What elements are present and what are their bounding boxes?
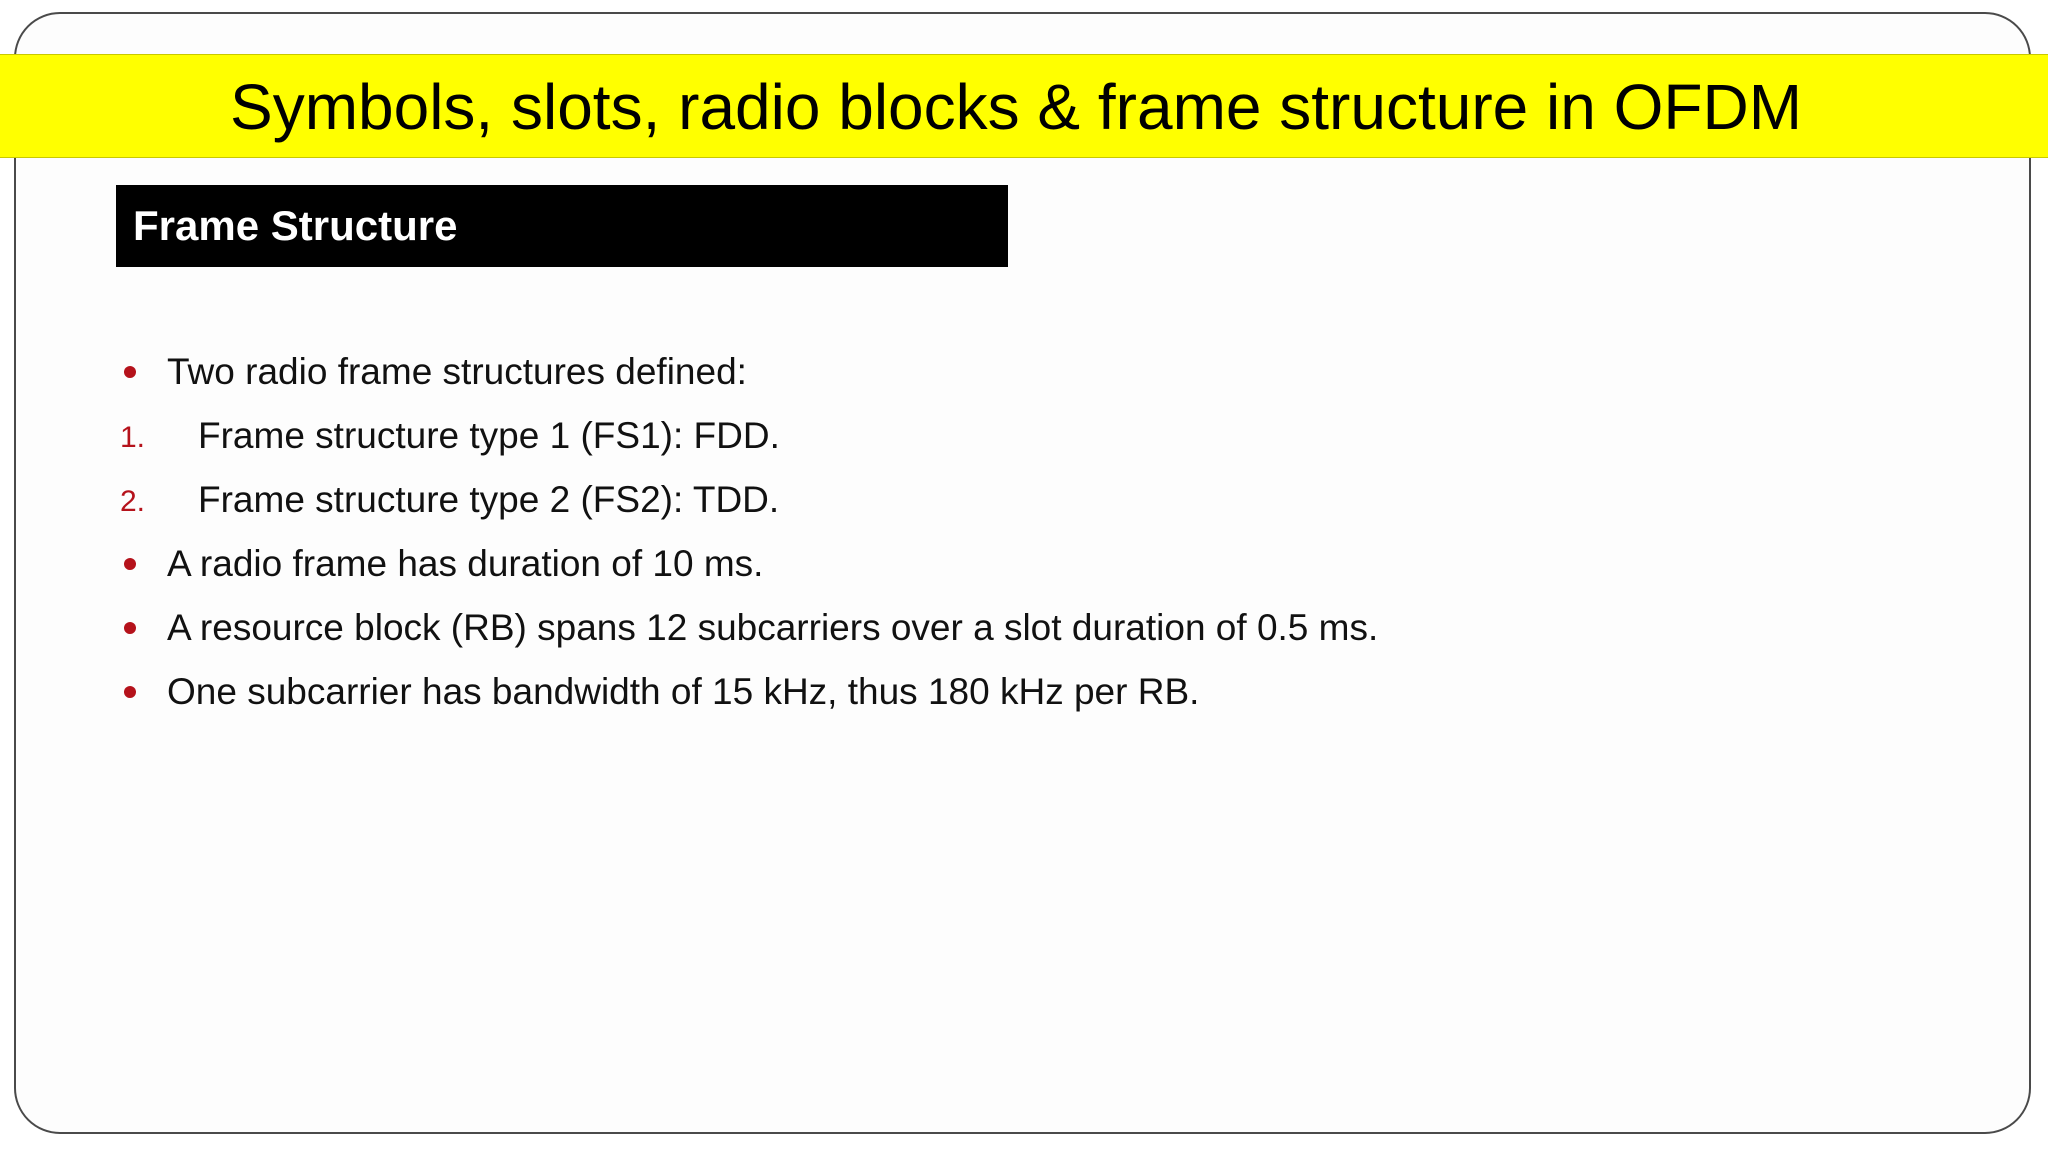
list-number: 1. xyxy=(120,421,146,454)
list-item-text: Frame structure type 2 (FS2): TDD. xyxy=(198,479,780,520)
list-item-text: A radio frame has duration of 10 ms. xyxy=(167,543,764,584)
bullet-icon xyxy=(124,686,136,698)
slide-title: Symbols, slots, radio blocks & frame structure in OFDM xyxy=(230,71,1802,143)
section-header-label: Frame Structure xyxy=(133,202,458,249)
section-header xyxy=(116,185,1008,267)
list-item-text: A resource block (RB) spans 12 subcarriers over a slot duration of 0.5 ms. xyxy=(167,607,1379,648)
bullet-icon xyxy=(124,366,136,378)
bullet-icon xyxy=(124,558,136,570)
list-item-text: Two radio frame structures defined: xyxy=(167,351,747,392)
list-item-text: One subcarrier has bandwidth of 15 kHz, thus 180 kHz per RB. xyxy=(167,671,1200,712)
list-number: 2. xyxy=(120,485,146,518)
list-item-text: Frame structure type 1 (FS1): FDD. xyxy=(198,415,780,456)
title-banner xyxy=(0,54,2048,158)
bullet-icon xyxy=(124,622,136,634)
